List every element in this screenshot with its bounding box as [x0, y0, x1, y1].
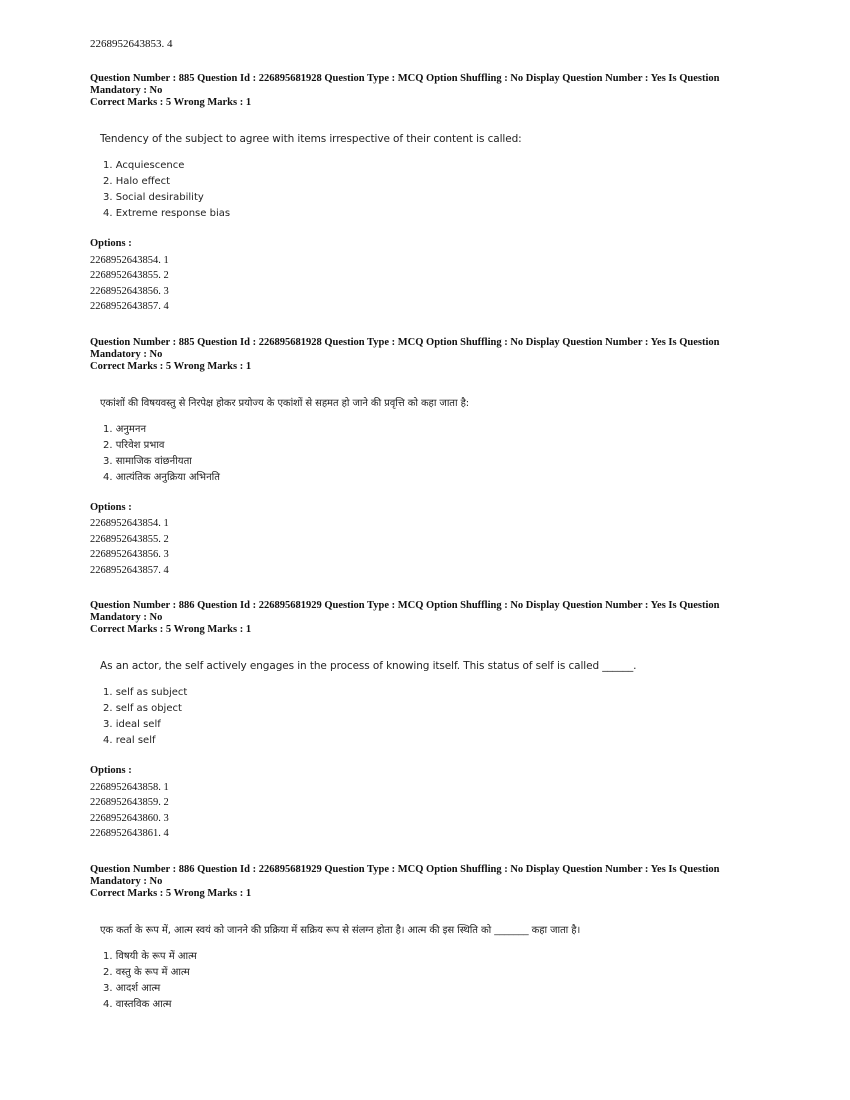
- question-text: एक कर्ता के रूप में, आत्म स्वयं को जानने की प्रक्रिया में सक्रिय रूप से संलग्न होता है। आत्म की इस स्थिति को _______ कहा जाता है।: [100, 924, 581, 936]
- choice-list: [100, 422, 770, 486]
- document-page: [90, 38, 770, 1013]
- choice-item: 3. ideal self: [103, 719, 161, 730]
- question-text: Tendency of the subject to agree with items irrespective of their content is called:: [100, 133, 522, 145]
- option-id-line: 2268952643861. 4: [90, 828, 169, 839]
- option-id-line: 2268952643855. 2: [90, 533, 169, 545]
- option-id-line: 2268952643856. 3: [90, 549, 169, 560]
- choice-item: 3. आदर्श आत्म: [103, 982, 161, 994]
- choice-item: 2. self as object: [103, 703, 182, 714]
- options-section: [90, 236, 770, 315]
- option-id-line: 2268952643854. 1: [90, 254, 169, 266]
- question-header-line: Question Number : 886 Question Id : 226895681929 Question Type : MCQ Option Shuffling : No Display Question Number : Yes Is Question: [90, 863, 720, 875]
- choice-item: 2. वस्तु के रूप में आत्म: [103, 966, 190, 978]
- question-block: [90, 864, 770, 1013]
- options-label: Options :: [90, 238, 132, 249]
- option-id-line: 2268952643854. 1: [90, 518, 169, 529]
- options-section: [90, 763, 770, 842]
- choice-item: 2. Halo effect: [103, 176, 171, 187]
- question-block: [90, 600, 770, 842]
- choice-list: [100, 949, 770, 1013]
- previous-option-line: 2268952643853. 4: [90, 38, 173, 50]
- choice-item: 2. परिवेश प्रभाव: [103, 439, 165, 451]
- question-body: [90, 660, 770, 749]
- question-header-line: Question Number : 886 Question Id : 226895681929 Question Type : MCQ Option Shuffling : No Display Question Number : Yes Is Question: [90, 600, 720, 611]
- question-body: [90, 397, 770, 486]
- question-marks-line: Correct Marks : 5 Wrong Marks : 1: [90, 360, 252, 372]
- choice-item: 1. Acquiescence: [103, 160, 185, 171]
- question-text: एकांशों की विषयवस्तु से निरपेक्ष होकर प्रयोज्य के एकांशों से सहमत हो जाने की प्रवृत्ति को कहा जाता है:: [100, 397, 470, 409]
- options-label: Options :: [90, 765, 132, 776]
- choice-item: 4. आत्यंतिक अनुक्रिया अभिनति: [103, 471, 220, 483]
- question-header-line: Question Number : 885 Question Id : 226895681928 Question Type : MCQ Option Shuffling : No Display Question Number : Yes Is Question: [90, 73, 720, 84]
- question-mandatory-line: Mandatory : No: [90, 612, 163, 623]
- question-marks-line: Correct Marks : 5 Wrong Marks : 1: [90, 624, 252, 635]
- choice-item: 1. विषयी के रूप में आत्म: [103, 950, 197, 962]
- choice-item: 4. Extreme response bias: [103, 208, 231, 219]
- choice-item: 4. real self: [103, 735, 156, 746]
- question-mandatory-line: Mandatory : No: [90, 348, 163, 360]
- option-id-line: 2268952643856. 3: [90, 285, 169, 297]
- option-id-line: 2268952643855. 2: [90, 270, 169, 281]
- question-mandatory-line: Mandatory : No: [90, 875, 163, 887]
- question-marks-line: Correct Marks : 5 Wrong Marks : 1: [90, 97, 252, 108]
- option-id-line: 2268952643860. 3: [90, 812, 169, 824]
- option-id-line: 2268952643857. 4: [90, 564, 169, 576]
- question-header-line: Question Number : 885 Question Id : 226895681928 Question Type : MCQ Option Shuffling : No Display Question Number : Yes Is Question: [90, 336, 720, 348]
- choice-item: 1. self as subject: [103, 687, 188, 698]
- option-id-line: 2268952643857. 4: [90, 301, 169, 312]
- question-block: [90, 73, 770, 315]
- question-mandatory-line: Mandatory : No: [90, 85, 163, 96]
- options-label: Options :: [90, 501, 132, 513]
- question-body: [90, 924, 770, 1013]
- choice-item: 3. Social desirability: [103, 192, 204, 203]
- option-id-line: 2268952643859. 2: [90, 797, 169, 808]
- question-body: [90, 133, 770, 222]
- choice-item: 4. वास्तविक आत्म: [103, 998, 172, 1010]
- choice-list: [100, 158, 770, 222]
- question-text: As an actor, the self actively engages in the process of knowing itself. This status of self is called ______.: [100, 660, 637, 672]
- choice-list: [100, 685, 770, 749]
- choice-item: 1. अनुमनन: [103, 423, 146, 435]
- option-id-line: 2268952643858. 1: [90, 781, 169, 793]
- question-block: [90, 337, 770, 579]
- options-section: [90, 500, 770, 579]
- choice-item: 3. सामाजिक वांछनीयता: [103, 455, 192, 467]
- question-marks-line: Correct Marks : 5 Wrong Marks : 1: [90, 887, 252, 899]
